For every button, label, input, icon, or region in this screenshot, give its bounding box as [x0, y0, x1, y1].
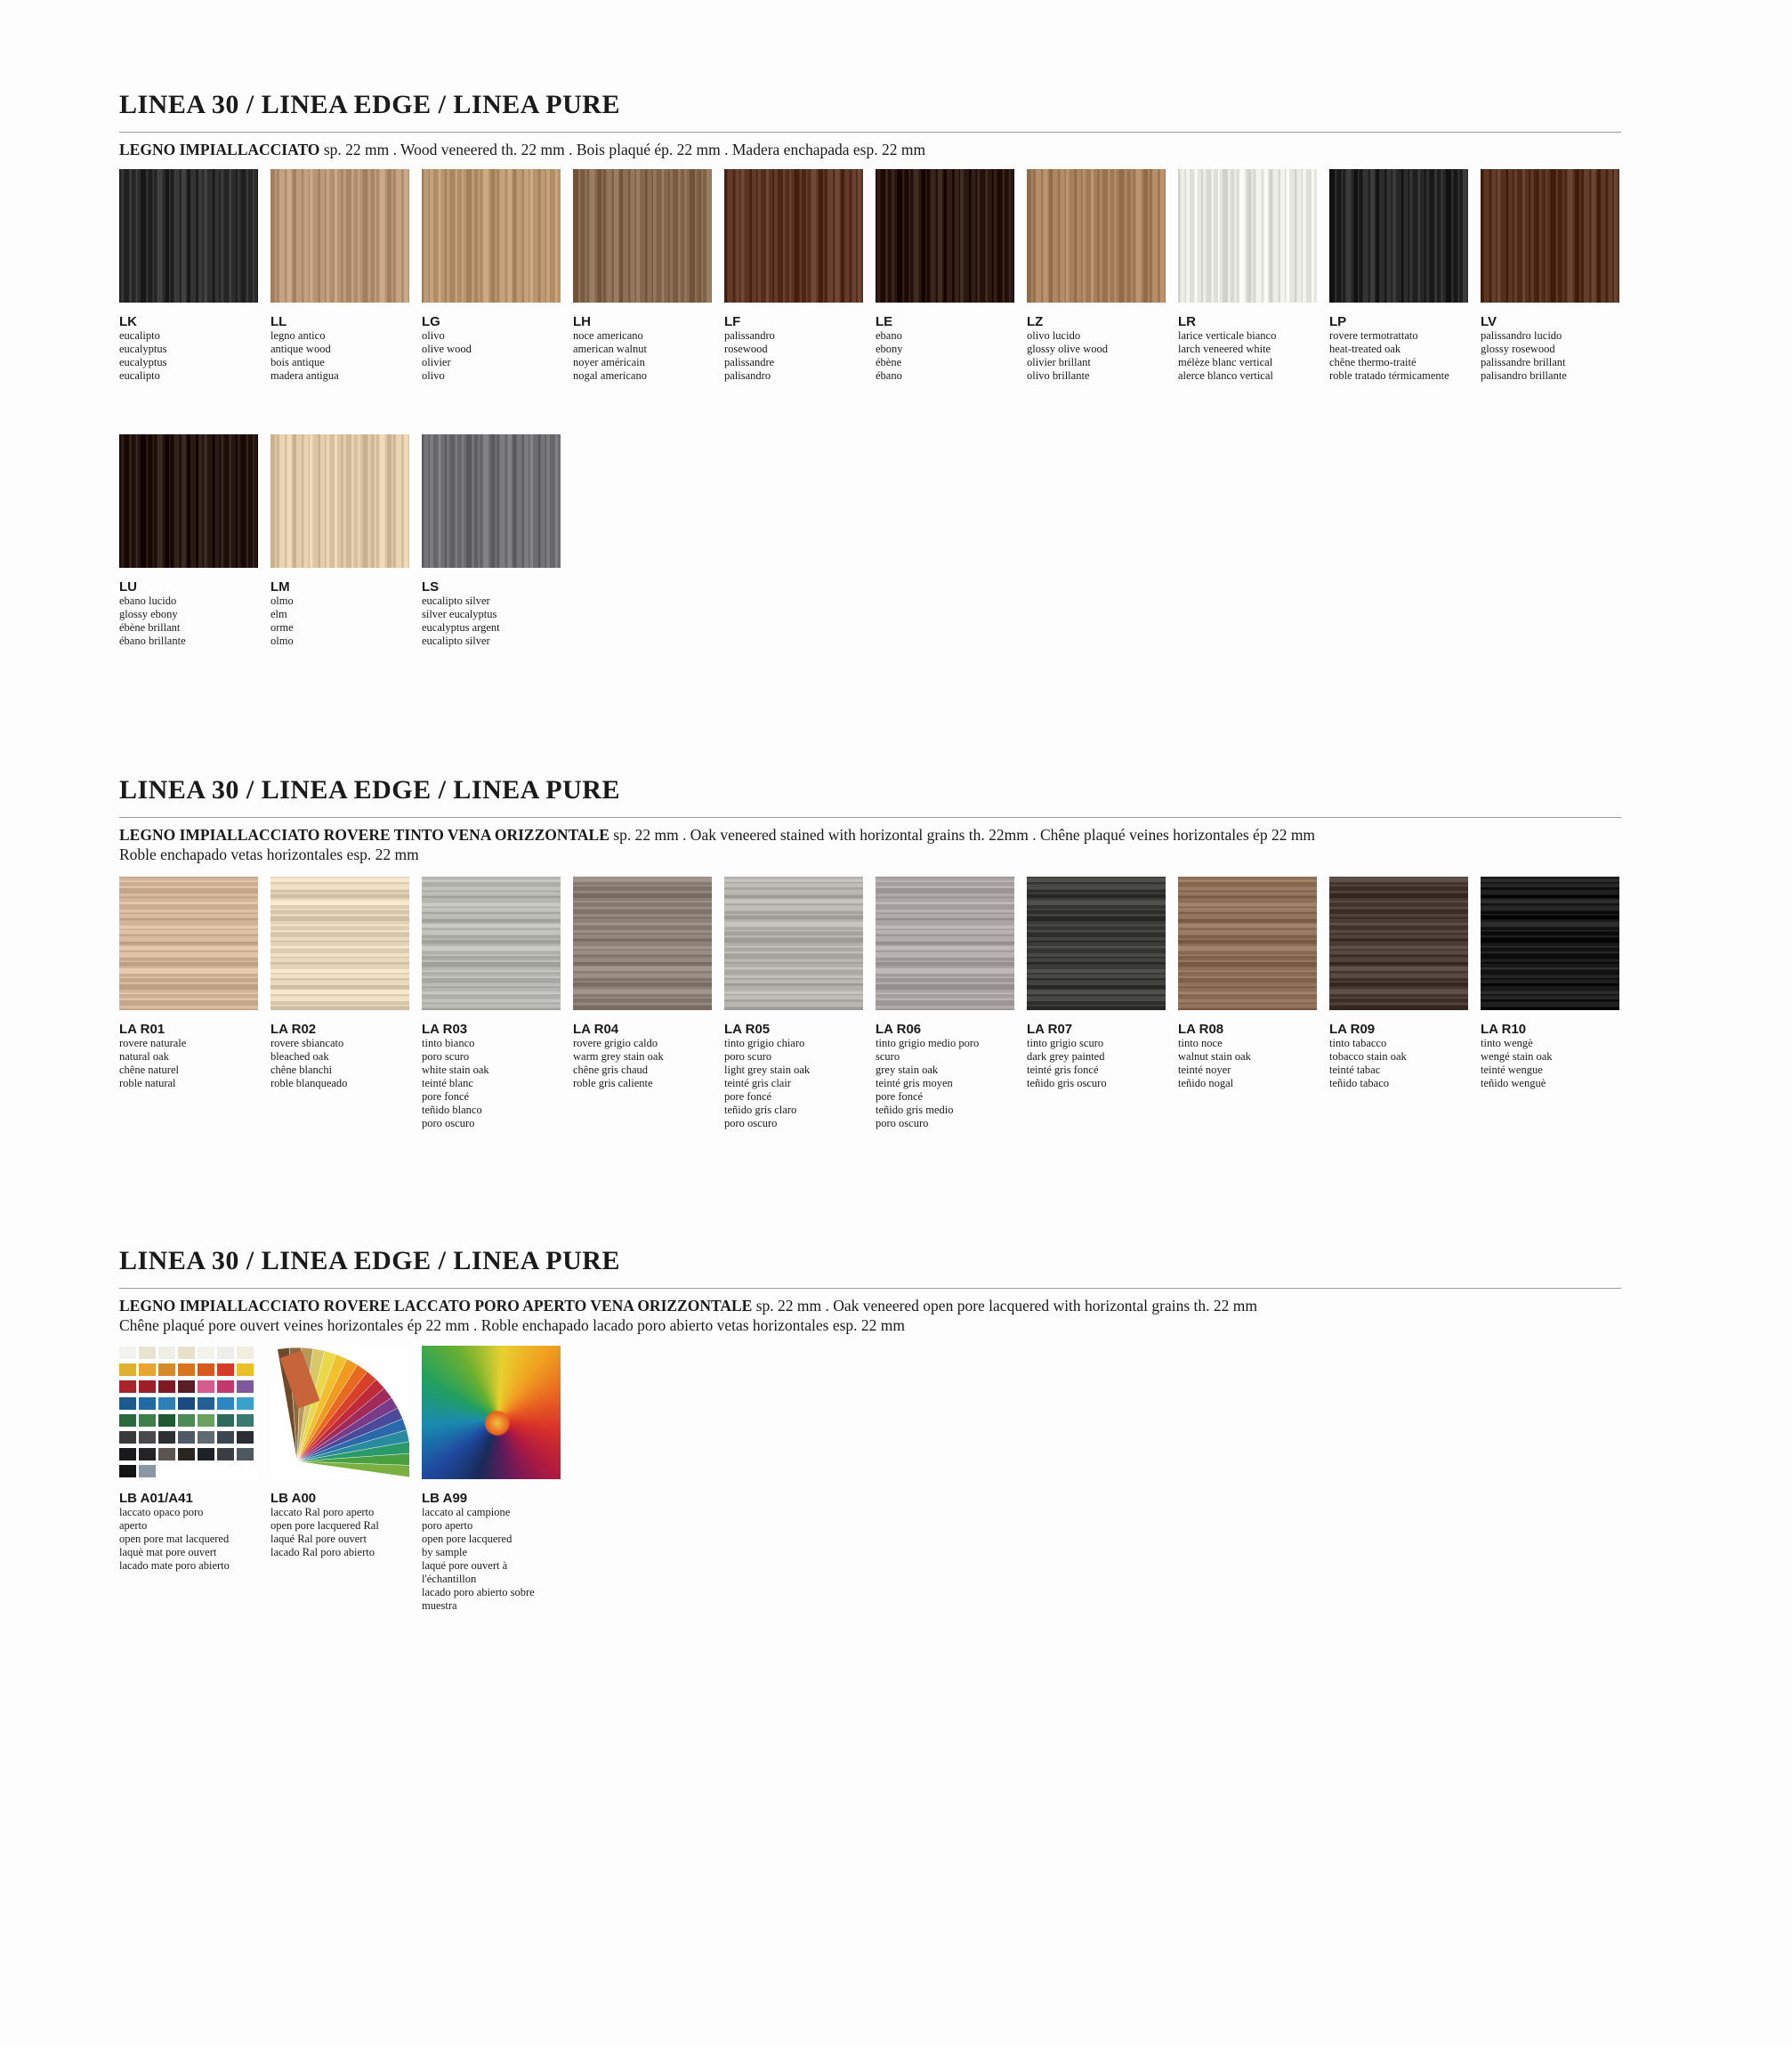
section-subtitle [119, 140, 1621, 159]
swatch-name-line: aperto [119, 1519, 148, 1532]
swatch-name-line: teinté gris clair [724, 1077, 791, 1089]
swatch-name-line: noyer américain [573, 356, 645, 368]
swatch-names [876, 329, 1014, 383]
subtitle-text-2: Chêne plaqué pore ouvert veines horizontales ép 22 mm . Roble enchapado lacado poro abierto vetas horizontales esp. 22 mm [119, 1316, 905, 1334]
ral-color-chip [139, 1465, 156, 1477]
swatch-names [1329, 1037, 1468, 1090]
subtitle-text: sp. 22 mm . Wood veneered th. 22 mm . Bois plaqué ép. 22 mm . Madera enchapada esp. 22 mm [319, 141, 926, 158]
swatch-names [270, 329, 409, 383]
ral-color-chip [198, 1363, 214, 1376]
swatch-name-line: roble natural [119, 1077, 176, 1089]
swatch-name-line: eucalipto silver [422, 635, 490, 647]
ral-color-chip [119, 1448, 136, 1460]
ral-color-chip [198, 1431, 214, 1444]
swatch-code: LM [270, 579, 290, 595]
swatch-name-line: teinté noyer [1178, 1064, 1231, 1076]
swatch-name-line: poro oscuro [724, 1117, 778, 1129]
swatch-name-line: ébano brillante [119, 635, 186, 647]
ral-color-chip [158, 1347, 175, 1359]
swatch-name-line: olivo brillante [1027, 369, 1090, 382]
swatch-sample [1481, 877, 1619, 1010]
swatch-item [270, 877, 409, 1090]
ral-color-chip [119, 1380, 136, 1393]
swatch-name-line: teinté gris moyen [876, 1077, 953, 1089]
ral-color-chip [217, 1380, 234, 1393]
swatch-name-line: pore foncé [724, 1090, 772, 1103]
swatch-name-line: olivo [422, 329, 445, 342]
swatch-names [1329, 329, 1468, 383]
swatch-code: LA R04 [573, 1022, 619, 1037]
swatch-name-line: eucalipto [119, 369, 160, 382]
swatch-names [1481, 1037, 1619, 1090]
ral-color-chip [139, 1448, 156, 1460]
swatch-code: LA R01 [119, 1022, 165, 1037]
swatch-name-line: bois antique [270, 356, 325, 368]
ral-color-chip [198, 1380, 214, 1393]
section-rovere-tinto [119, 774, 1621, 1129]
swatch-names [724, 1037, 863, 1130]
swatch-name-line: roble blanqueado [270, 1077, 348, 1089]
swatch-name-line: laquè mat pore ouvert [119, 1546, 217, 1558]
ral-fan-deck-image [270, 1346, 409, 1479]
ral-color-chip [198, 1347, 214, 1359]
swatch-name-line: poro aperto [422, 1519, 473, 1532]
swatch-name-line: mélèze blanc vertical [1178, 356, 1273, 368]
swatch-name-line: noce americano [573, 329, 643, 342]
swatch-name-line: ebano lucido [119, 595, 177, 607]
swatch-name-line: palissandre brillant [1481, 356, 1566, 368]
swatch-name-line: madera antigua [270, 369, 339, 382]
swatch-sample [1178, 169, 1317, 303]
swatch-sample [422, 434, 561, 568]
swatch-name-line: chêne gris chaud [573, 1064, 648, 1076]
ral-color-chip [237, 1347, 254, 1359]
swatch-item [876, 877, 1014, 1130]
ral-color-chip [158, 1380, 175, 1393]
swatch-sample [876, 169, 1014, 303]
swatch-name-line: tinto tabacco [1329, 1037, 1387, 1049]
swatch-name-line: l'échantillon [422, 1573, 477, 1585]
divider [119, 132, 1621, 133]
swatch-item [1027, 169, 1166, 383]
ral-color-chip [198, 1397, 214, 1410]
swatch-name-line: eucalyptus [119, 343, 167, 355]
swatch-name-line: eucalipto silver [422, 595, 490, 607]
swatch-name-line: natural oak [119, 1050, 169, 1063]
ral-color-chip [217, 1431, 234, 1444]
swatch-name-line: eucalipto [119, 329, 160, 342]
subtitle-bold: LEGNO IMPIALLACCIATO ROVERE TINTO VENA ORIZZONTALE [119, 826, 609, 844]
ral-color-chip [158, 1397, 175, 1410]
swatch-name-line: chêne blanchi [270, 1064, 333, 1076]
swatch-name-line: lacado Ral poro abierto [270, 1546, 375, 1558]
subtitle-text: sp. 22 mm . Oak veneered stained with horizontal grains th. 22mm . Chêne plaqué veines horizontales ép 22 mm [609, 826, 1316, 844]
swatch-names [422, 1506, 561, 1613]
swatch-name-line: american walnut [573, 343, 647, 355]
swatch-name-line: teñido nogal [1178, 1077, 1234, 1089]
swatch-name-line: larch veneered white [1178, 343, 1271, 355]
swatch-code: LF [724, 314, 741, 329]
swatch-name-line: teñido wenguè [1481, 1077, 1546, 1089]
swatch-names [119, 1037, 258, 1090]
ral-color-chip [217, 1363, 234, 1376]
ral-color-chip [178, 1397, 195, 1410]
subtitle-text-2: Roble enchapado vetas horizontales esp. 22 mm [119, 846, 419, 863]
swatch-name-line: palissandro lucido [1481, 329, 1562, 342]
swatch-name-line: open pore mat lacquered [119, 1533, 230, 1545]
swatch-item [422, 434, 561, 648]
section-title: LINEA 30 / LINEA EDGE / LINEA PURE [119, 90, 620, 119]
swatch-name-line: tinto bianco [422, 1037, 475, 1049]
ral-color-chip [237, 1380, 254, 1393]
swatch-code: LA R06 [876, 1022, 922, 1037]
swatch-name-line: roble gris caliente [573, 1077, 653, 1089]
swatch-name-line: ebano [876, 329, 902, 342]
swatch-sample [1481, 169, 1619, 303]
swatch-code: LR [1178, 314, 1196, 329]
ral-color-chip [158, 1363, 175, 1376]
swatch-names [876, 1037, 1014, 1130]
swatch-sample [422, 169, 561, 303]
swatch-name-line: teñido gris medio [876, 1104, 954, 1116]
swatch-names [422, 595, 561, 648]
ral-color-chip [178, 1363, 195, 1376]
swatch-name-line: olmo [270, 635, 294, 647]
subtitle-bold: LEGNO IMPIALLACCIATO [119, 141, 320, 158]
swatch-name-line: tinto noce [1178, 1037, 1223, 1049]
swatch-name-line: light grey stain oak [724, 1064, 811, 1076]
ral-color-chip [178, 1448, 195, 1460]
swatch-item [573, 877, 712, 1090]
swatch-code: LA R07 [1027, 1022, 1073, 1037]
swatch-item [119, 434, 258, 648]
ral-color-chip [139, 1380, 156, 1393]
swatch-code: LS [422, 579, 440, 595]
swatch-sample [1329, 169, 1468, 303]
ral-color-chip [237, 1448, 254, 1460]
swatch-name-line: glossy rosewood [1481, 343, 1555, 355]
swatch-sample [270, 434, 409, 568]
swatch-name-line: rovere grigio caldo [573, 1037, 658, 1049]
swatch-name-line: chêne thermo-traité [1329, 356, 1417, 368]
section-subtitle [119, 825, 1621, 864]
swatch-names [422, 329, 561, 383]
swatch-name-line: teñido gris oscuro [1027, 1077, 1107, 1089]
swatch-item [1178, 169, 1317, 383]
swatch-code: LA R03 [422, 1022, 468, 1037]
swatch-name-line: olivo lucido [1027, 329, 1081, 342]
section-legno-impiallacciato [119, 89, 1621, 647]
swatch-name-line: olive wood [422, 343, 472, 355]
swatch-name-line: rosewood [724, 343, 768, 355]
swatch-name-line: tinto grigio scuro [1027, 1037, 1104, 1049]
swatch-name-line: open pore lacquered Ral [270, 1519, 379, 1532]
swatch-sample [1178, 877, 1317, 1010]
swatch-name-line: white stain oak [422, 1064, 489, 1076]
swatch-name-line: poro oscuro [876, 1117, 929, 1129]
swatch-sample [119, 1346, 258, 1479]
ral-color-chip [237, 1414, 254, 1427]
swatch-name-line: olivo [422, 369, 445, 382]
swatch-name-line: poro scuro [422, 1050, 470, 1063]
swatch-sample [270, 877, 409, 1010]
swatch-code: LK [119, 314, 137, 329]
swatch-sample [119, 434, 258, 568]
section-title: LINEA 30 / LINEA EDGE / LINEA PURE [119, 775, 620, 805]
swatch-code: LU [119, 579, 137, 595]
swatch-names [1027, 329, 1166, 383]
swatch-name-line: walnut stain oak [1178, 1050, 1251, 1063]
swatch-sample [270, 1346, 409, 1479]
swatch-name-line: teinté tabac [1329, 1064, 1381, 1076]
ral-color-chip [158, 1431, 175, 1444]
swatch-names [1481, 329, 1619, 383]
swatch-names [1027, 1037, 1166, 1090]
swatch-name-line: tinto wengè [1481, 1037, 1533, 1049]
swatch-names [119, 1506, 258, 1573]
subtitle-bold: LEGNO IMPIALLACCIATO ROVERE LACCATO PORO APERTO VENA ORIZZONTALE [119, 1297, 753, 1315]
ral-color-chip [139, 1431, 156, 1444]
ral-color-chip [237, 1431, 254, 1444]
section-rovere-laccato [119, 1245, 1621, 1612]
swatch-name-line: teñido blanco [422, 1104, 482, 1116]
swatch-code: LL [270, 314, 287, 329]
swatch-names [573, 1037, 712, 1090]
swatch-item [270, 169, 409, 383]
swatch-sample [270, 169, 409, 303]
swatch-name-line: open pore lacquered [422, 1533, 513, 1545]
swatch-item [1329, 169, 1468, 383]
swatch-name-line: roble tratado térmicamente [1329, 369, 1449, 382]
swatch-sample [724, 169, 863, 303]
swatch-name-line: ébène [876, 356, 902, 368]
ral-color-chip [158, 1448, 175, 1460]
swatch-name-line: scuro [876, 1050, 900, 1063]
swatch-name-line: wengé stain oak [1481, 1050, 1553, 1063]
swatch-name-line: grey stain oak [876, 1064, 939, 1076]
swatch-item [119, 169, 258, 383]
swatch-name-line: muestra [422, 1599, 457, 1612]
swatch-name-line: ébène brillant [119, 621, 181, 634]
swatch-item [119, 1346, 258, 1573]
swatch-item [724, 169, 863, 383]
swatch-sample [876, 877, 1014, 1010]
swatch-name-line: olivier [422, 356, 451, 368]
swatch-code: LZ [1027, 314, 1044, 329]
swatch-item [270, 434, 409, 648]
swatch-name-line: antique wood [270, 343, 331, 355]
ral-color-chip [178, 1380, 195, 1393]
swatch-name-line: glossy ebony [119, 608, 178, 620]
swatch-sample [1027, 169, 1166, 303]
ral-color-chip [139, 1347, 156, 1359]
ral-color-chip [119, 1465, 136, 1477]
swatch-name-line: teinté gris foncé [1027, 1064, 1099, 1076]
divider [119, 1288, 1621, 1289]
ral-color-chip [217, 1347, 234, 1359]
swatch-item [1481, 169, 1619, 383]
ral-color-chip [217, 1414, 234, 1427]
swatch-name-line: by sample [422, 1546, 468, 1558]
swatch-code: LP [1329, 314, 1347, 329]
swatch-name-line: laqué Ral pore ouvert [270, 1533, 367, 1545]
swatch-name-line: laccato Ral poro aperto [270, 1506, 375, 1518]
swatch-name-line: glossy olive wood [1027, 343, 1108, 355]
ral-color-chip [119, 1397, 136, 1410]
swatch-name-line: teinté wengue [1481, 1064, 1543, 1076]
ral-color-chip [198, 1448, 214, 1460]
swatch-name-line: ebony [876, 343, 903, 355]
swatch-item [422, 877, 561, 1130]
swatch-sample [1027, 877, 1166, 1010]
ral-color-chip [178, 1431, 195, 1444]
subtitle-text: sp. 22 mm . Oak veneered open pore lacquered with horizontal grains th. 22 mm [752, 1297, 1257, 1315]
swatch-name-line: palisandro brillante [1481, 369, 1567, 382]
swatch-name-line: teinté blanc [422, 1077, 473, 1089]
ral-color-chip [217, 1397, 234, 1410]
swatch-name-line: dark grey painted [1027, 1050, 1105, 1063]
ral-color-chip [237, 1397, 254, 1410]
ral-color-chip [119, 1414, 136, 1427]
swatch-name-line: tinto grigio medio poro [876, 1037, 980, 1049]
swatch-name-line: olmo [270, 595, 294, 607]
swatch-name-line: poro oscuro [422, 1117, 475, 1129]
swatch-name-line: pore foncé [876, 1090, 924, 1103]
swatch-item [270, 1346, 409, 1559]
swatch-names [573, 329, 712, 383]
swatch-item [876, 169, 1014, 383]
swatch-name-line: teñido tabaco [1329, 1077, 1389, 1089]
swatch-names [1178, 1037, 1317, 1090]
section-title: LINEA 30 / LINEA EDGE / LINEA PURE [119, 1246, 620, 1275]
swatch-code: LA R05 [724, 1022, 771, 1037]
ral-color-chip [178, 1347, 195, 1359]
swatch-name-line: tinto grigio chiaro [724, 1037, 805, 1049]
swatch-code: LG [422, 314, 440, 329]
swatch-names [119, 595, 258, 648]
swatch-name-line: rovere naturale [119, 1037, 187, 1049]
swatch-code: LV [1481, 314, 1497, 329]
swatch-name-line: laccato opaco poro [119, 1506, 204, 1518]
swatch-sample [1329, 877, 1468, 1010]
swatch-name-line: nogal americano [573, 369, 647, 382]
swatch-name-line: bleached oak [270, 1050, 329, 1063]
swatch-item [573, 169, 712, 383]
swatch-names [1178, 329, 1317, 383]
swatch-name-line: pore foncé [422, 1090, 470, 1103]
swatch-code: LA R08 [1178, 1022, 1224, 1037]
swatch-code: LA R09 [1329, 1022, 1376, 1037]
swatch-name-line: rovere sbiancato [270, 1037, 344, 1049]
swirl-center [484, 1410, 511, 1436]
swatch-name-line: heat-treated oak [1329, 343, 1401, 355]
swatch-name-line: palissandro [724, 329, 775, 342]
section-subtitle [119, 1296, 1621, 1335]
ral-color-chip [158, 1414, 175, 1427]
swatch-code: LA R02 [270, 1022, 317, 1037]
swatch-names [119, 329, 258, 383]
swatch-code: LB A00 [270, 1491, 317, 1506]
swatch-names [270, 1506, 409, 1559]
swatch-name-line: tobacco stain oak [1329, 1050, 1407, 1063]
swatch-name-line: palisandro [724, 369, 771, 382]
swatch-name-line: palissandre [724, 356, 775, 368]
swatch-name-line: eucalyptus argent [422, 621, 500, 634]
swatch-item [422, 1346, 561, 1613]
ral-color-chip [119, 1363, 136, 1376]
swatch-code: LA R10 [1481, 1022, 1527, 1037]
ral-color-chip [119, 1347, 136, 1359]
ral-color-chip [119, 1431, 136, 1444]
swatch-sample [422, 877, 561, 1010]
swatch-name-line: lacado poro abierto sobre [422, 1586, 535, 1598]
ral-color-chip [139, 1363, 156, 1376]
swatch-name-line: rovere termotrattato [1329, 329, 1418, 342]
swatch-sample [724, 877, 863, 1010]
swatch-name-line: poro scuro [724, 1050, 772, 1063]
ral-color-chip [217, 1448, 234, 1460]
swatch-names [724, 329, 863, 383]
swatch-name-line: alerce blanco vertical [1178, 369, 1273, 382]
ral-color-chip [139, 1397, 156, 1410]
swatch-name-line: legno antico [270, 329, 326, 342]
swatch-code: LB A01/A41 [119, 1491, 193, 1506]
swatch-item [1329, 877, 1468, 1090]
swatch-code: LB A99 [422, 1491, 468, 1506]
ral-color-chip [139, 1414, 156, 1427]
swatch-item [1481, 877, 1619, 1090]
swatch-item [422, 169, 561, 383]
swatch-item [724, 877, 863, 1130]
swatch-names [270, 1037, 409, 1090]
swatch-name-line: orme [270, 621, 294, 634]
swatch-name-line: laqué pore ouvert à [422, 1559, 508, 1572]
swatch-sample [422, 1346, 561, 1479]
swatch-code: LH [573, 314, 591, 329]
swatch-sample [573, 169, 712, 303]
swatch-item [1027, 877, 1166, 1090]
ral-color-chip [178, 1414, 195, 1427]
ral-color-chip [198, 1414, 214, 1427]
divider [119, 817, 1621, 818]
swatch-name-line: silver eucalyptus [422, 608, 497, 620]
swatch-sample [119, 169, 258, 303]
swatch-name-line: ébano [876, 369, 902, 382]
swatch-name-line: lacado mate poro abierto [119, 1559, 230, 1572]
swatch-code: LE [876, 314, 893, 329]
swatch-names [270, 595, 409, 648]
swatch-name-line: laccato al campione [422, 1506, 511, 1518]
swatch-name-line: larice verticale bianco [1178, 329, 1277, 342]
swatch-sample [119, 877, 258, 1010]
swatch-name-line: olivier brillant [1027, 356, 1091, 368]
swatch-name-line: teñido gris claro [724, 1104, 797, 1116]
swatch-sample [573, 877, 712, 1010]
swatch-item [119, 877, 258, 1090]
swatch-name-line: warm grey stain oak [573, 1050, 664, 1063]
swatch-item [1178, 877, 1317, 1090]
swatch-name-line: eucalyptus [119, 356, 167, 368]
swatch-name-line: chêne naturel [119, 1064, 179, 1076]
swatch-name-line: elm [270, 608, 287, 620]
swatch-names [422, 1037, 561, 1130]
ral-color-chip [237, 1363, 254, 1376]
